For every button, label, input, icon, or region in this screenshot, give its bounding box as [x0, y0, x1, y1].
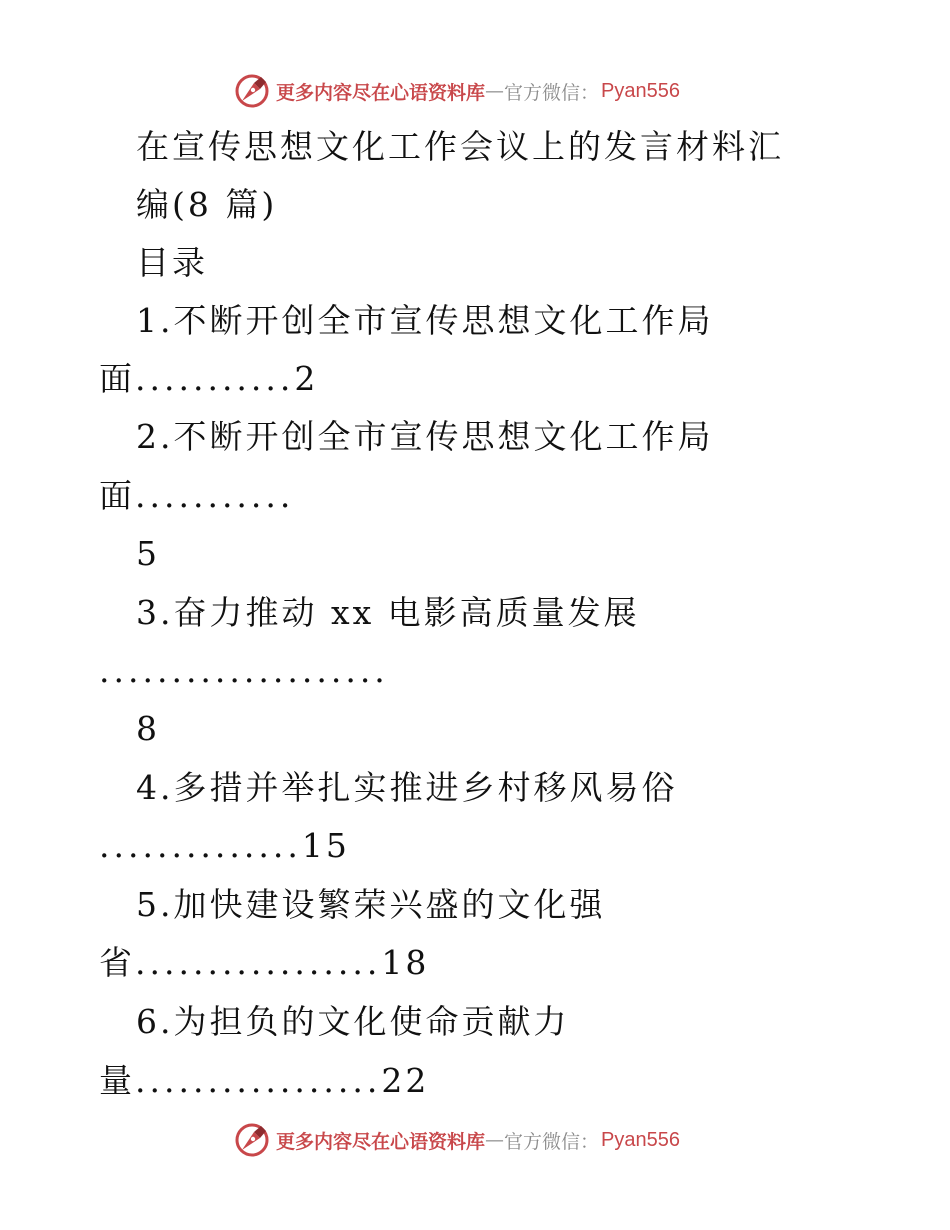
watermark-wechat-id: Pyan556 — [601, 1128, 680, 1151]
toc-item-3-leader: .................... — [99, 651, 389, 690]
toc-item-1-page: 2 — [294, 359, 319, 398]
toc-item-6-leader: ................. — [135, 1061, 382, 1100]
toc-item-2-page: 5 — [136, 534, 160, 573]
watermark-dash: — — [485, 1129, 505, 1151]
toc-item-6-cont: 量 — [99, 1061, 135, 1100]
toc-item-5-continuation — [99, 943, 429, 983]
watermark-footer — [234, 1121, 680, 1159]
pen-nib-logo-icon — [234, 1122, 270, 1158]
toc-item-4-leader: .............. — [99, 826, 302, 865]
document-title-line-2: 编(8 篇) — [136, 185, 278, 224]
toc-item-4-page: 15 — [301, 826, 350, 865]
toc-item-2-label: 2.不断开创全市宣传思想文化工作局 — [136, 417, 714, 456]
document-title-line-1: 在宣传思想文化工作会议上的发言材料汇 — [136, 127, 784, 166]
toc-item-5-leader: ................. — [135, 943, 382, 982]
toc-item-1-continuation — [99, 359, 318, 399]
toc-item-1-label: 1.不断开创全市宣传思想文化工作局 — [136, 301, 714, 340]
toc-item-2-cont: 面 — [99, 476, 135, 515]
toc-item-2-continuation — [99, 476, 294, 516]
watermark-wechat-id: Pyan556 — [601, 79, 680, 102]
watermark-text: 更多内容尽在心语资料库 — [276, 81, 486, 104]
toc-item-6-continuation — [99, 1061, 429, 1101]
watermark-official-label: 官方微信： — [504, 81, 600, 104]
toc-item-3-label: 3.奋力推动 xx 电影高质量发展 — [136, 593, 640, 632]
toc-item-5-cont: 省 — [99, 943, 135, 982]
toc-item-2-leader: ........... — [135, 476, 295, 515]
toc-heading: 目录 — [136, 243, 208, 282]
pen-nib-logo-icon — [234, 73, 270, 109]
toc-item-4-continuation — [99, 826, 350, 866]
toc-item-1-leader: ........... — [135, 359, 295, 398]
toc-item-3-page: 8 — [136, 709, 160, 748]
toc-item-5-label: 5.加快建设繁荣兴盛的文化强 — [136, 885, 606, 924]
watermark-dash: — — [485, 80, 505, 102]
toc-item-4-label: 4.多措并举扎实推进乡村移风易俗 — [136, 768, 678, 807]
toc-item-5-page: 18 — [381, 943, 430, 982]
watermark-header — [234, 72, 680, 110]
toc-item-1-cont: 面 — [99, 359, 135, 398]
watermark-text: 更多内容尽在心语资料库 — [276, 1130, 486, 1153]
toc-item-6-label: 6.为担负的文化使命贡献力 — [136, 1002, 570, 1041]
toc-item-6-page: 22 — [381, 1061, 430, 1100]
watermark-official-label: 官方微信： — [504, 1130, 600, 1153]
